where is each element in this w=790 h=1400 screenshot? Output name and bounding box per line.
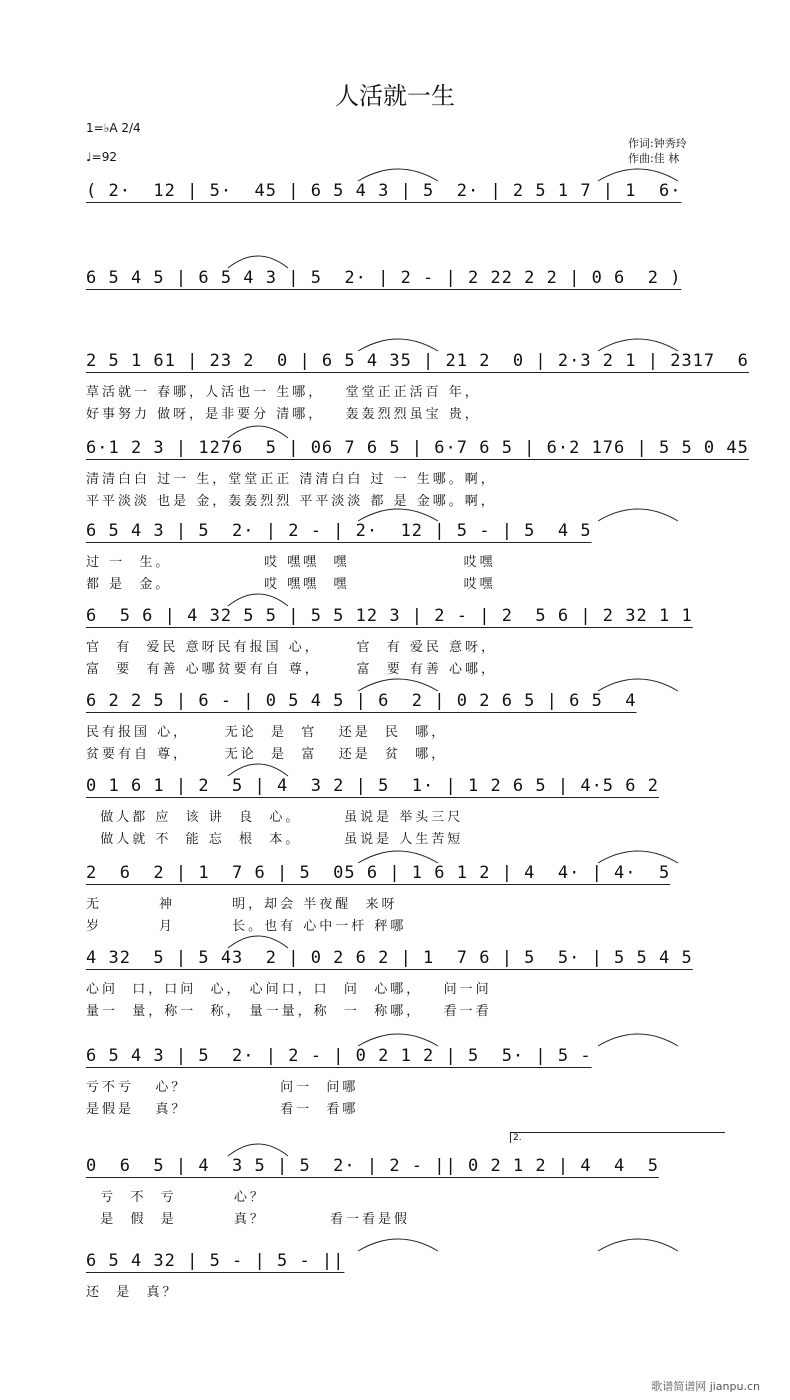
lyric-line-2: 量一 量，称一 称， 量一量，称 一 称哪， 看一看 [86, 1004, 492, 1019]
lyric-line-2: 好事努力 做呀，是非要分 清哪， 轰轰烈烈虽宝 贵， [86, 407, 481, 422]
lyric-line-1: 草活就一 春哪，人活也一 生哪， 堂堂正正活百 年， [86, 385, 481, 400]
slur-marks [78, 244, 728, 274]
notation-line: 2 5 1 61 | 23 2 0 | 6 5 4 35 | 21 2 0 | 2·3 2 1 | 2317 6 [86, 351, 749, 371]
lyric-line-1: 过 一 生。 哎 嘿嘿 嘿 哎嘿 [86, 555, 496, 570]
slur-arc [598, 851, 678, 863]
slur-arc [598, 1034, 678, 1046]
slur-arc [358, 679, 438, 691]
composer: 作曲:佳 林 [628, 152, 680, 165]
lyricist: 作词:钟秀玲 [628, 137, 687, 150]
slur-arc [358, 339, 438, 351]
slur-arc [598, 509, 678, 521]
slur-arc [598, 679, 678, 691]
lyric-line-1: 官 有 爱民 意呀民有报国 心， 官 有 爱民 意呀， [86, 640, 497, 655]
slur-arc [358, 1239, 438, 1251]
slur-arc [228, 764, 288, 776]
lyric-line-1: 清清白白 过一 生，堂堂正正 清清白白 过 一 生哪。啊， [86, 472, 497, 487]
lyric-line-1: 无 神 明，却会 半夜醒 来呀 [86, 897, 398, 912]
slur-arc [228, 256, 288, 268]
lyric-line-2: 平平淡淡 也是 金，轰轰烈烈 平平淡淡 都 是 金哪。啊， [86, 494, 497, 509]
site-watermark: 歌谱简谱网 jianpu.cn [651, 1380, 760, 1393]
slur-marks [78, 582, 728, 612]
notation-line: 6 5 4 3 | 5 2· | 2 - | 2· 12 | 5 - | 5 4 5 [86, 521, 592, 541]
lyric-line-2: 贫要有自 尊， 无论 是 富 还是 贫 哪， [86, 747, 448, 762]
notation-line: ( 2· 12 | 5· 45 | 6 5 4 3 | 5 2· | 2 5 1 7 | 1 6· [86, 181, 682, 201]
slur-arc [598, 339, 678, 351]
notation-line: 6 2 2 5 | 6 - | 0 5 4 5 | 6 2 | 0 2 6 5 | 6 5 4 [86, 691, 637, 711]
notation-line: 0 1 6 1 | 2 5 | 4 3 2 | 5 1· | 1 2 6 5 | 4·5 6 2 [86, 776, 659, 796]
slur-arc [358, 851, 438, 863]
slur-marks [78, 839, 728, 869]
music-system [78, 942, 728, 1032]
slur-arc [598, 169, 678, 181]
key-text: 1=♭A 2/4 [86, 121, 141, 135]
slur-arc [598, 1239, 678, 1251]
slur-arc [228, 936, 288, 948]
slur-arc [228, 1144, 288, 1156]
lyric-line-1: 还 是 真？ [86, 1285, 179, 1300]
slur-arc [228, 594, 288, 606]
music-system [78, 1040, 728, 1130]
lyric-line-2: 岁 月 长。也有 心中一杆 秤哪 [86, 919, 407, 934]
notation-line: 6 5 6 | 4 32 5 5 | 5 5 12 3 | 2 - | 2 5 6 | 2 32 1 1 [86, 606, 693, 626]
slur-marks [78, 1022, 728, 1052]
notation-line: 6 5 4 32 | 5 - | 5 - || [86, 1251, 345, 1271]
lyric-line-2: 都 是 金。 哎 嘿嘿 嘿 哎嘿 [86, 577, 496, 592]
song-title: 人活就一生 [335, 82, 455, 110]
notation-line: 4 32 5 | 5 43 2 | 0 2 6 2 | 1 7 6 | 5 5· | 5 5 4 5 [86, 948, 693, 968]
tempo-text: ♩=92 [86, 150, 117, 164]
slur-marks [78, 327, 728, 357]
slur-marks [78, 414, 728, 444]
slur-arc [358, 509, 438, 521]
lyric-line-2: 是 假 是 真？ 看一看是假 [86, 1212, 411, 1227]
lyric-line-1: 做人都 应 该 讲 良 心。 虽说是 举头三尺 [86, 810, 464, 825]
lyric-line-2: 富 要 有善 心哪贫要有自 尊， 富 要 有善 心哪， [86, 662, 497, 677]
notation-line: 6 5 4 5 | 6 5 4 3 | 5 2· | 2 - | 2 22 2 2 | 0 6 2 ) [86, 268, 682, 288]
slur-arc [358, 1034, 438, 1046]
slur-marks [78, 667, 728, 697]
lyric-line-1: 亏 不 亏 心？ [86, 1190, 266, 1205]
notation-line: 0 6 5 | 4 3 5 | 5 2· | 2 - || 0 2 1 2 | 4 4 5 [86, 1156, 659, 1176]
slur-marks [78, 157, 728, 187]
notation-line: 2 6 2 | 1 7 6 | 5 05 6 | 1 6 1 2 | 4 4· | 4· 5 [86, 863, 671, 883]
lyric-line-2: 做人就 不 能 忘 根 本。 虽说是 人生苦短 [86, 832, 464, 847]
slur-marks [78, 1227, 728, 1257]
music-system [78, 1245, 728, 1335]
slur-marks [78, 497, 728, 527]
lyric-line-1: 心问 口，口问 心， 心问口，口 问 心哪， 问一问 [86, 982, 492, 997]
notation-line: 6 5 4 3 | 5 2· | 2 - | 0 2 1 2 | 5 5· | 5 - [86, 1046, 592, 1066]
lyric-line-2: 是假是 真？ 看一 看哪 [86, 1102, 359, 1117]
slur-arc [358, 169, 438, 181]
slur-marks [78, 752, 728, 782]
notation-line: 6·1 2 3 | 1276 5 | 06 7 6 5 | 6·7 6 5 | 6·2 176 | 5 5 0 45 [86, 438, 749, 458]
volta-bracket: 2. [510, 1132, 725, 1143]
lyric-line-1: 民有报国 心， 无论 是 官 还是 民 哪， [86, 725, 448, 740]
slur-marks [78, 924, 728, 954]
slur-arc [228, 426, 288, 438]
lyric-line-1: 亏不亏 心？ 问一 问哪 [86, 1080, 359, 1095]
